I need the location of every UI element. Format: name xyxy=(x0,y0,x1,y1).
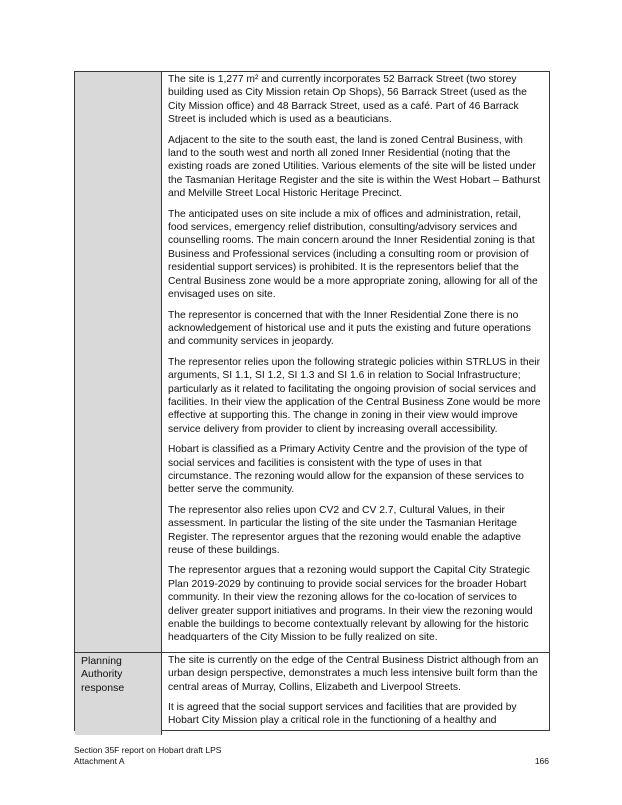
row-label-planning-authority-response: Planning Authority response xyxy=(75,653,162,735)
footer-report-title: Section 35F report on Hobart draft LPS xyxy=(74,745,222,755)
paragraph-historical-use-concern: The representor is concerned that with the Inner Residential Zone there is no acknowledgement of historical use and it puts the existing and future operations and community services in jeopardy. xyxy=(168,309,531,348)
paragraph-adjacent-zoning: Adjacent to the site to the south east, the land is zoned Central Business, with land to the south west and north all zoned Inner Residential (noting that the existing roads are zoned Utilities. Various elements of the site will be listed under the Tasmanian Heritage Register and the site is within the West Hobart – Bathurst and Melville Street Local Historic Heritage Precinct. xyxy=(168,134,541,200)
page-footer xyxy=(74,745,221,767)
page-number: 166 xyxy=(534,756,549,766)
paragraph-cultural-values: The representor also relies upon CV2 and CV 2.7, Cultural Values, in their assessment. In particular the listing of the site under the Tasmanian Heritage Register. The representor argues that the rezoning would enable the adaptive reuse of these buildings. xyxy=(168,504,521,556)
paragraph-cbd-edge: The site is currently on the edge of the Central Business District although from an urban design perspective, demonstrates a much less intensive built form than the central areas of Murray, Collins, Elizabeth and Liverpool Streets. xyxy=(168,654,539,693)
row-content-cell xyxy=(162,653,549,735)
row-label-cell xyxy=(75,72,162,652)
row-content-cell xyxy=(162,72,549,652)
paragraph-site-description: The site is 1,277 m² and currently incorporates 52 Barrack Street (two storey building used as City Mission retain Op Shops), 56 Barrack Street (used as the City Mission office) and 48 Barrack Street, used as a café. Part of 46 Barrack Street is included which is used as a beauticians. xyxy=(168,74,527,126)
table-row-representation xyxy=(75,72,549,653)
paragraph-capital-city-plan: The representor argues that a rezoning would support the Capital City Strategic Plan 2019-2029 by continuing to provide social services for the broader Hobart community. In their view the rezoning allows for the co-location of services to deliver greater support initiatives and programs. In their view the rezoning would enable the buildings to become contextually relevant by allowing for the historic headquarters of the City Mission to be fully realized on site. xyxy=(168,565,533,644)
paragraph-social-support-services: It is agreed that the social support services and facilities that are provided by Hobart City Mission play a critical role in the functioning of a healthy and xyxy=(168,702,517,727)
paragraph-primary-activity-centre: Hobart is classified as a Primary Activity Centre and the provision of the type of social services and facilities is consistent with the type of uses in that circumstance. The rezoning would allow for the expansion of these services to better serve the community. xyxy=(168,444,528,496)
document-table xyxy=(74,71,550,731)
footer-attachment: Attachment A xyxy=(74,756,125,766)
paragraph-anticipated-uses: The anticipated uses on site include a mix of offices and administration, retail, food services, emergency relief distribution, consulting/advisory services and counselling rooms. The main concern around the Inner Residential zoning is that Business and Professional services (including a consulting room or provision of residential support services) is prohibited. It is the representors belief that the Central Business zone would be a more appropriate zoning, allowing for all of the envisaged uses on site. xyxy=(168,208,538,301)
paragraph-strlus-policies: The representor relies upon the following strategic policies within STRLUS in their arguments, SI 1.1, SI 1.2, SI 1.3 and SI 1.6 in relation to Social Infrastructure; particularly as it related to facilitating the ongoing provision of social services and facilities. In their view the application of the Central Business Zone would be more effective at supporting this. The change in zoning in their view would improve service delivery from provider to client by increasing overall accessibility. xyxy=(168,356,541,435)
table-row-planning-response xyxy=(75,653,549,735)
